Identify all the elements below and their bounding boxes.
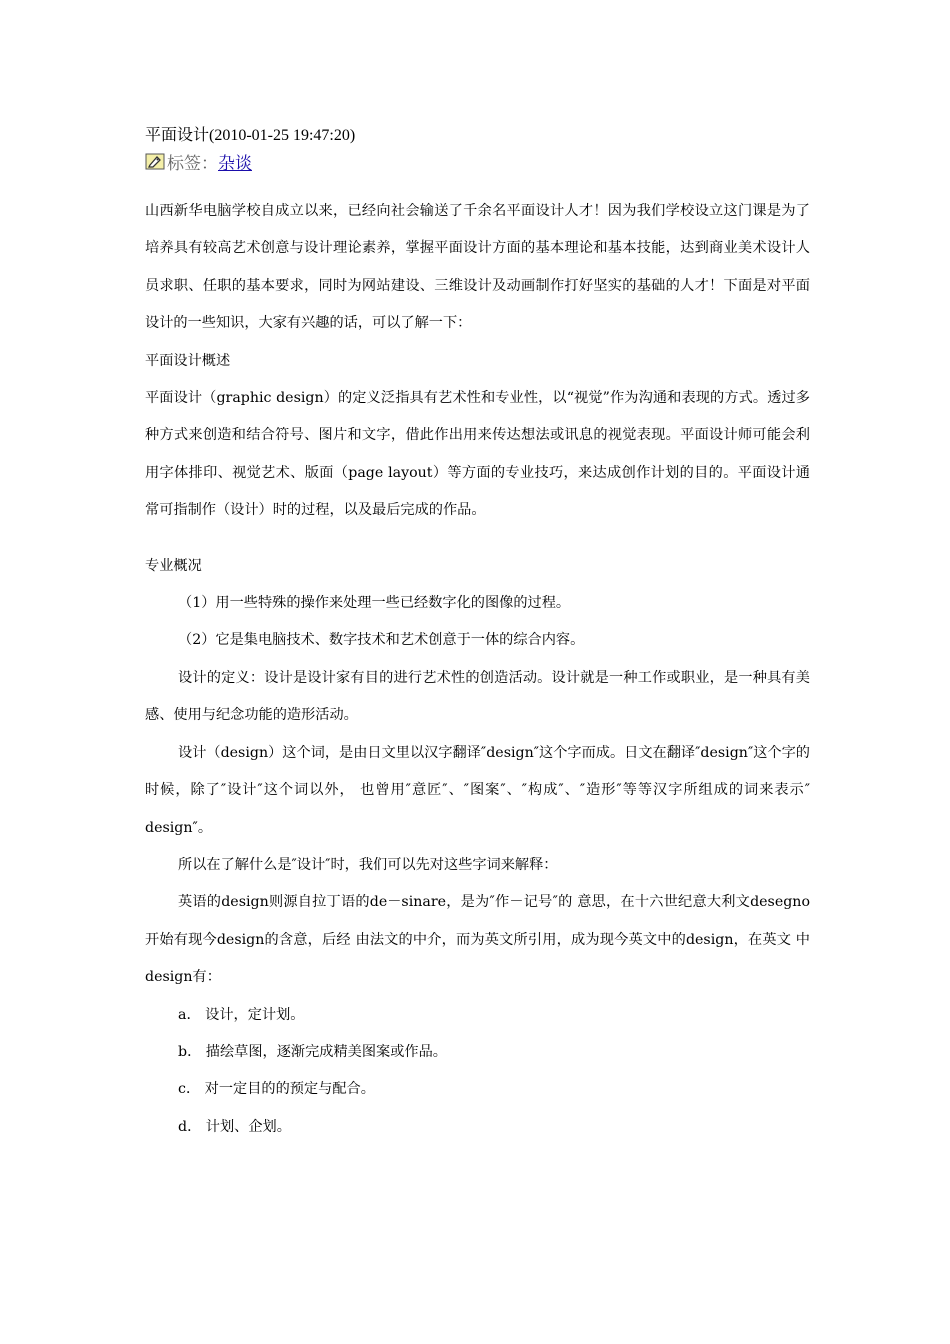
tag-icon [145,153,165,170]
overview-heading: 平面设计概述 [145,352,231,369]
article-title: 平面设计(2010-01-25 19:47:20) [145,127,356,144]
paragraph-gap [145,530,810,548]
meaning-item-d: d． 计划、企划。 [178,1118,291,1135]
meaning-item-b: b． 描绘草图，逐渐完成精美图案或作品。 [178,1043,447,1060]
overview-paragraph: 平面设计（graphic design）的定义泛指具有艺术性和专业性，以“视觉”作为沟通和表现的方式。透过多种方式来创造和结合符号、图片和文字，借此作出用来传达想法或讯息的视觉表现。平面设计师可能会利用字体排印、视觉艺术、版面（page layout）等方面的专业技巧，来达成创作计划的目的。平面设计通常可指制作（设计）时的过程，以及最后完成的作品。 [145,390,810,519]
major-heading: 专业概况 [145,557,202,574]
meaning-item-c: c． 对一定目的的预定与配合。 [178,1081,375,1098]
design-definition-paragraph: 设计的定义：设计是设计家有目的进行艺术性的创造活动。设计就是一种工作或职业，是一种具有美感、使用与纪念功能的造形活动。 [145,669,810,724]
meaning-item-a: a． 设计，定计划。 [178,1006,305,1023]
major-item-1: （1）用一些特殊的操作来处理一些已经数字化的图像的过程。 [178,595,571,612]
tag-label: 标签： [167,153,218,174]
tag-link[interactable]: 杂谈 [218,153,252,174]
tag-line [145,148,252,174]
design-origin-paragraph: 英语的design则源自拉丁语的de－sinare，是为″作－记号″的 意思，在十六世纪意大利文desegno 开始有现今design的含意，后经 由法文的中介，而为英文所引用，成为现今英文中的design，在英文 中design有： [145,894,810,986]
article-body [145,193,810,1146]
major-item-2: （2）它是集电脑技术、数字技术和艺术创意于一体的综合内容。 [178,632,585,649]
design-word-paragraph: 设计（design）这个词，是由日文里以汉字翻译″design″这个字而成。日文在翻译″design″这个字的时候，除了″设计″这个词以外， 也曾用″意匠″、″图案″、″构成″、″造形″等等汉字所组成的词来表示″ design″。 [145,744,810,836]
intro-paragraph: 山西新华电脑学校自成立以来，已经向社会输送了千余名平面设计人才！因为我们学校设立这门课是为了培养具有较高艺术创意与设计理论素养，掌握平面设计方面的基本理论和基本技能，达到商业美术设计人员求职、任职的基本要求，同时为网站建设、三维设计及动画制作打好坚实的基础的人才！下面是对平面设计的一些知识，大家有兴趣的话，可以了解一下： [145,203,810,332]
design-explain-paragraph: 所以在了解什么是″设计″时，我们可以先对这些字词来解释： [178,856,558,873]
